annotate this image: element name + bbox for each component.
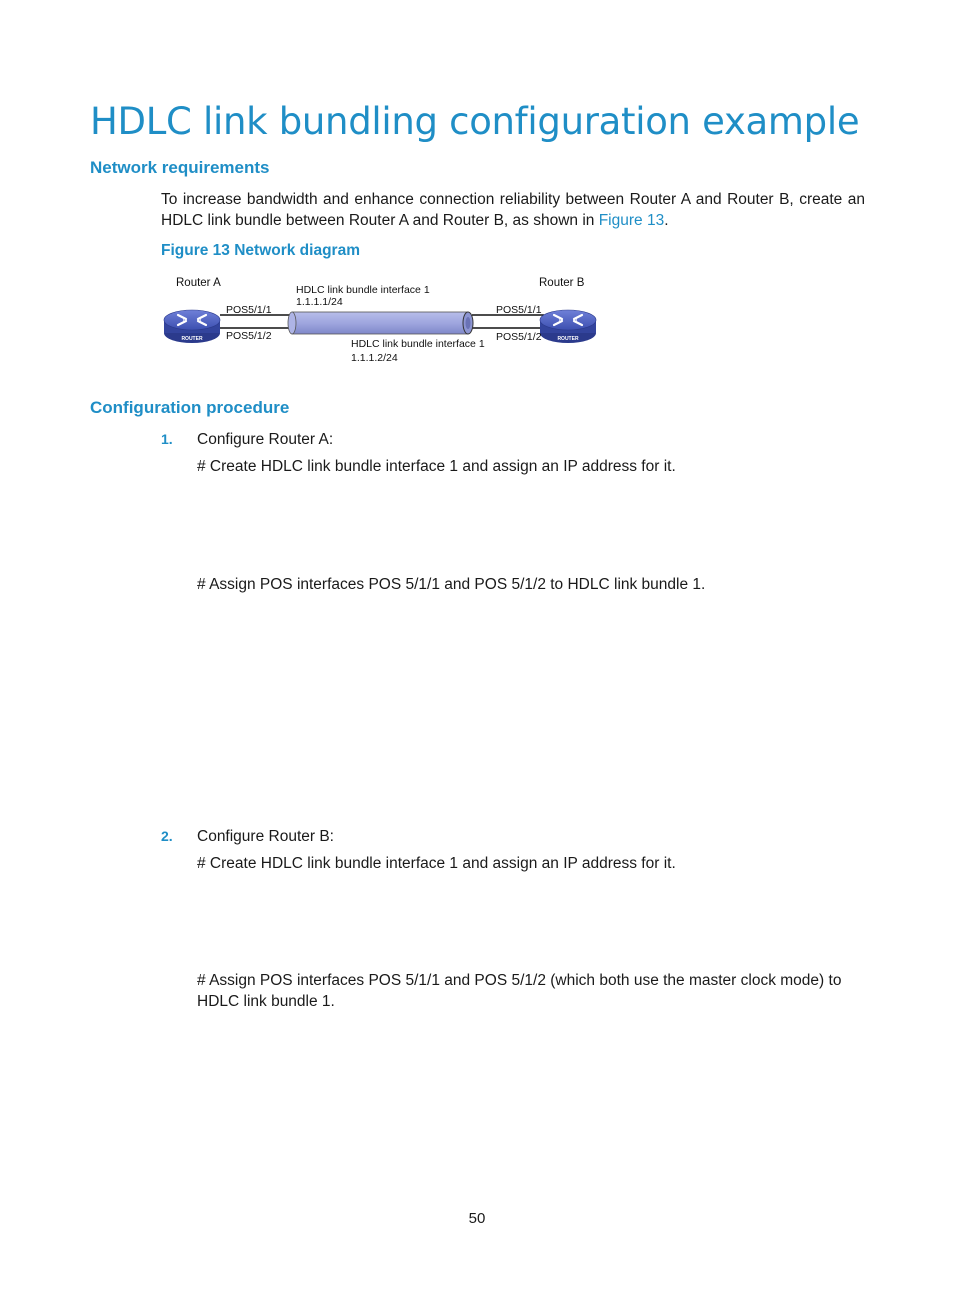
step-1-label: Configure Router A:: [197, 431, 334, 448]
bundle-bottom-label: HDLC link bundle interface 1: [351, 338, 485, 350]
step-1-note-1: # Create HDLC link bundle interface 1 and assign an IP address for it.: [197, 458, 676, 475]
router-a-badge: ROUTER: [181, 336, 203, 342]
link-bundle-cylinder: [288, 312, 473, 334]
step-2-note-1: # Create HDLC link bundle interface 1 and assign an IP address for it.: [197, 855, 676, 872]
requirements-text-post: .: [664, 212, 669, 229]
step-2-note-2: # Assign POS interfaces POS 5/1/1 and POS 5/1/2 (which both use the master clock mode) to HDLC link bundle 1.: [197, 972, 842, 1010]
bundle-top-label: HDLC link bundle interface 1: [296, 284, 430, 296]
network-requirements-text: [161, 189, 865, 231]
step-2-label: Configure Router B:: [197, 828, 334, 845]
configuration-procedure-heading: Configuration procedure: [90, 398, 290, 417]
router-b-badge: ROUTER: [557, 336, 579, 342]
network-diagram: [160, 268, 610, 368]
figure-13-link[interactable]: Figure 13: [598, 212, 665, 229]
requirements-text-pre: To increase bandwidth and enhance connection reliability between Router A and Router B, create an HDLC link bundle between Router A and Router B, as shown in: [161, 191, 865, 229]
network-requirements-heading: Network requirements: [90, 158, 270, 177]
router-a-label: Router A: [176, 277, 221, 289]
step-2-number: 2.: [161, 828, 173, 844]
step-1-number: 1.: [161, 431, 173, 447]
page-title: HDLC link bundling configuration example: [90, 100, 860, 143]
router-a-icon: [164, 310, 220, 343]
bundle-bottom-ip: 1.1.1.2/24: [351, 352, 398, 364]
router-b-port2-label: POS5/1/2: [496, 331, 542, 343]
router-b-port1-label: POS5/1/1: [496, 304, 542, 316]
page-number: 50: [468, 1210, 486, 1227]
router-a-port1-label: POS5/1/1: [226, 304, 272, 316]
router-b-label: Router B: [539, 277, 585, 289]
router-a-port2-label: POS5/1/2: [226, 330, 272, 342]
router-b-icon: [540, 310, 596, 343]
bundle-top-ip: 1.1.1.1/24: [296, 296, 343, 308]
figure-caption: Figure 13 Network diagram: [161, 242, 360, 259]
step-1-note-2: # Assign POS interfaces POS 5/1/1 and POS 5/1/2 to HDLC link bundle 1.: [197, 576, 706, 593]
